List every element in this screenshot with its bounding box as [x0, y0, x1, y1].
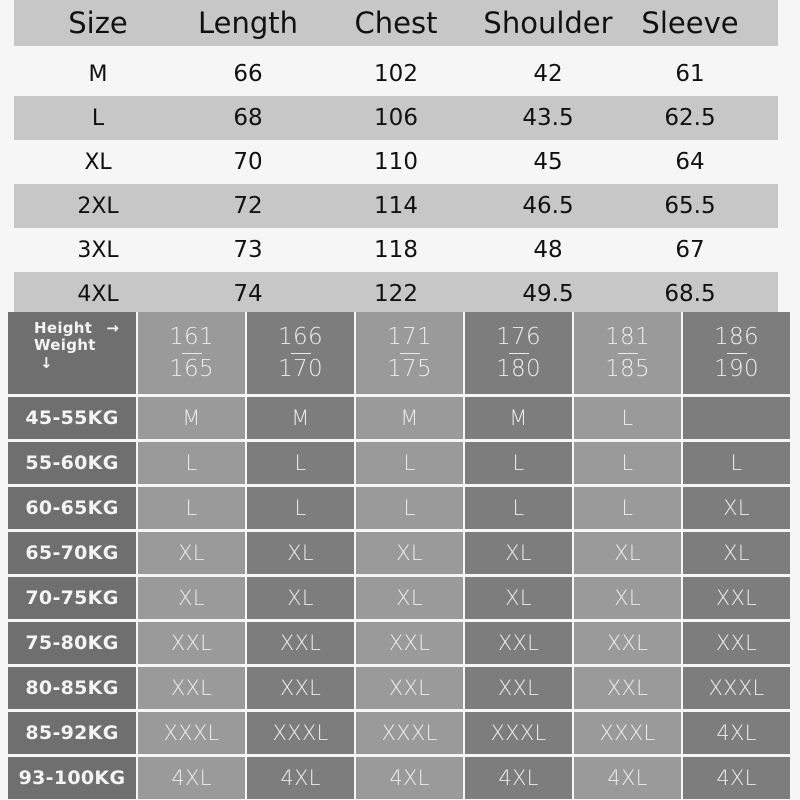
measurement-value: 64 [675, 149, 705, 175]
range-divider-line [291, 353, 311, 354]
recommended-size-cell: XXL [356, 622, 463, 664]
recommended-size-cell: XXXL [465, 712, 572, 754]
weight-range-label: 70-75KG [8, 577, 136, 619]
recommended-size-cell: 4XL [247, 757, 354, 799]
measurement-value: 45 [533, 149, 563, 175]
recommended-size-cell: XXXL [683, 667, 790, 709]
height-weight-corner-label [8, 312, 136, 394]
size-table-row [14, 140, 778, 184]
recommended-size-cell: XL [247, 577, 354, 619]
measurement-value: 70 [233, 149, 263, 175]
arrow-down-icon: ↓ [40, 353, 53, 372]
recommended-size-cell: L [356, 487, 463, 529]
height-range-from: 166 [278, 323, 323, 350]
size-table-header-row [14, 0, 778, 46]
size-label: 3XL [77, 237, 119, 263]
weight-range-label: 45-55KG [8, 397, 136, 439]
range-divider-line [618, 353, 638, 354]
range-divider-line [727, 353, 747, 354]
measurement-value: 62.5 [664, 105, 716, 131]
measurement-value: 114 [374, 193, 418, 219]
height-range-from: 171 [387, 323, 432, 350]
recommended-size-cell: L [356, 442, 463, 484]
height-range-from: 181 [605, 323, 650, 350]
size-table-header-sleeve: Sleeve [641, 6, 739, 40]
measurement-value: 61 [675, 61, 705, 87]
weight-axis-label: Weight [34, 336, 96, 355]
recommended-size-cell: XL [138, 532, 245, 574]
measurement-value: 49.5 [522, 281, 574, 307]
height-range-header [465, 312, 572, 394]
measurement-value: 68 [233, 105, 263, 131]
recommended-size-cell: XXL [247, 667, 354, 709]
recommended-size-cell: 4XL [138, 757, 245, 799]
recommended-size-cell: L [247, 487, 354, 529]
size-label: 4XL [77, 281, 119, 307]
measurement-value: 73 [233, 237, 263, 263]
measurement-value: 102 [374, 61, 418, 87]
recommended-size-cell: 4XL [683, 712, 790, 754]
height-range-header [683, 312, 790, 394]
recommended-size-cell: 4XL [465, 757, 572, 799]
recommended-size-cell: XXL [574, 667, 681, 709]
size-label: XL [84, 149, 112, 175]
height-range-to: 175 [387, 355, 432, 382]
measurement-value: 66 [233, 61, 263, 87]
height-range-header [247, 312, 354, 394]
recommended-size-cell: XXL [465, 622, 572, 664]
recommended-size-cell: XL [683, 487, 790, 529]
arrow-right-icon: → [106, 319, 120, 337]
weight-range-label: 60-65KG [8, 487, 136, 529]
recommended-size-cell: M [247, 397, 354, 439]
weight-range-label: 80-85KG [8, 667, 136, 709]
size-label: M [88, 61, 108, 87]
recommended-size-cell: M [356, 397, 463, 439]
recommended-size-cell: XXL [465, 667, 572, 709]
recommended-size-cell: L [138, 487, 245, 529]
measurement-value: 42 [533, 61, 563, 87]
measurement-value: 68.5 [664, 281, 716, 307]
range-divider-line [182, 353, 202, 354]
height-axis-label: Height [34, 319, 93, 337]
recommended-size-cell: XL [356, 577, 463, 619]
weight-range-label: 93-100KG [8, 757, 136, 799]
recommended-size-cell: L [138, 442, 245, 484]
height-range-from: 161 [169, 323, 214, 350]
recommended-size-cell: 4XL [683, 757, 790, 799]
measurement-value: 43.5 [522, 105, 574, 131]
measurement-value: 65.5 [664, 193, 716, 219]
recommended-size-cell: L [574, 487, 681, 529]
height-range-from: 186 [714, 323, 759, 350]
recommended-size-cell: XXXL [574, 712, 681, 754]
recommended-size-cell: M [465, 397, 572, 439]
size-label: 2XL [77, 193, 119, 219]
recommended-size-cell: XL [574, 532, 681, 574]
recommended-size-cell: XXXL [247, 712, 354, 754]
recommended-size-cell: XL [465, 577, 572, 619]
recommended-size-cell: XXXL [356, 712, 463, 754]
recommended-size-cell: 4XL [574, 757, 681, 799]
recommended-size-cell: L [465, 442, 572, 484]
recommended-size-cell: 4XL [356, 757, 463, 799]
recommended-size-cell: L [574, 442, 681, 484]
measurement-value: 72 [233, 193, 263, 219]
size-table-row [14, 52, 778, 96]
size-measurement-table [0, 0, 800, 310]
recommended-size-cell: XXL [247, 622, 354, 664]
weight-range-label: 65-70KG [8, 532, 136, 574]
measurement-value: 122 [374, 281, 418, 307]
size-table-row [14, 228, 778, 272]
measurement-value: 74 [233, 281, 263, 307]
recommended-size-cell: XXL [683, 577, 790, 619]
size-table-row [14, 272, 778, 316]
measurement-value: 67 [675, 237, 705, 263]
measurement-value: 106 [374, 105, 418, 131]
recommended-size-cell: XL [574, 577, 681, 619]
height-range-to: 185 [605, 355, 650, 382]
recommended-size-cell: XL [138, 577, 245, 619]
recommended-size-cell: XXL [574, 622, 681, 664]
recommended-size-cell: XL [465, 532, 572, 574]
height-range-header [138, 312, 245, 394]
recommended-size-cell: XXL [138, 667, 245, 709]
recommended-size-cell: XL [247, 532, 354, 574]
height-range-to: 165 [169, 355, 214, 382]
recommended-size-cell: M [138, 397, 245, 439]
measurement-value: 118 [374, 237, 418, 263]
recommended-size-cell: XXL [138, 622, 245, 664]
height-range-from: 176 [496, 323, 541, 350]
size-table-header-size: Size [68, 6, 128, 40]
recommended-size-cell: L [247, 442, 354, 484]
height-range-to: 190 [714, 355, 759, 382]
measurement-value: 48 [533, 237, 563, 263]
height-range-to: 170 [278, 355, 323, 382]
recommended-size-cell: L [683, 442, 790, 484]
size-table-header-shoulder: Shoulder [483, 6, 613, 40]
size-recommendation-grid [0, 312, 800, 800]
recommended-size-cell: XXL [356, 667, 463, 709]
range-divider-line [400, 353, 420, 354]
weight-range-label: 85-92KG [8, 712, 136, 754]
size-table-header-chest: Chest [354, 6, 438, 40]
weight-range-label: 75-80KG [8, 622, 136, 664]
range-divider-line [509, 353, 529, 354]
recommended-size-cell: XL [356, 532, 463, 574]
recommended-size-cell: L [574, 397, 681, 439]
recommended-size-cell: XL [683, 532, 790, 574]
size-table-header-length: Length [197, 6, 299, 40]
height-range-header [574, 312, 681, 394]
recommended-size-cell: XXL [683, 622, 790, 664]
recommended-size-cell: L [465, 487, 572, 529]
weight-range-label: 55-60KG [8, 442, 136, 484]
height-range-to: 180 [496, 355, 541, 382]
recommended-size-cell [683, 397, 790, 439]
size-label: L [91, 105, 105, 131]
measurement-value: 46.5 [522, 193, 574, 219]
size-table-row [14, 184, 778, 228]
recommended-size-cell: XXXL [138, 712, 245, 754]
size-table-row [14, 96, 778, 140]
measurement-value: 110 [374, 149, 418, 175]
height-range-header [356, 312, 463, 394]
